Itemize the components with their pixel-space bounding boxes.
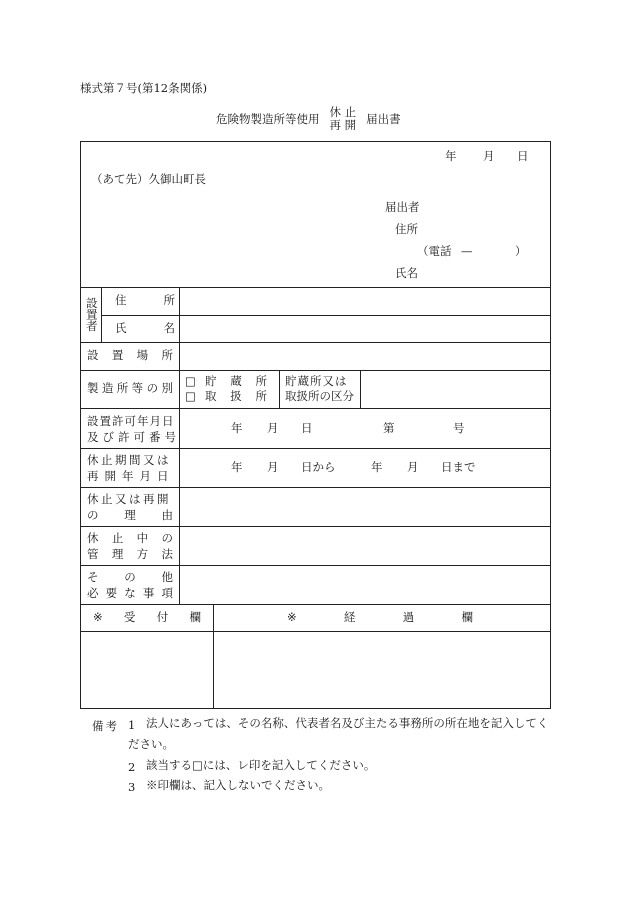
notifier-address-label: 住所 (395, 222, 418, 236)
permit-day: 日 (301, 421, 313, 435)
installer-address-label: 住 所 (115, 293, 175, 307)
class-label-line2: 取扱所の区分 (285, 389, 354, 403)
title-option-stack (330, 106, 357, 132)
permit-no-suffix: 号 (453, 421, 465, 435)
notifier-name-label: 氏名 (395, 266, 418, 280)
title-prefix: 危険物製造所等使用 (216, 112, 320, 126)
period-to-day: 日まで (441, 460, 476, 474)
mgmt-label-line2: 管 理 方 法 (87, 547, 173, 561)
notes-label: 備考 (92, 719, 119, 733)
permit-month: 月 (267, 421, 279, 435)
class-label-line1: 貯蔵所又は (285, 374, 348, 388)
reason-label-line1: 休止又は再開 (87, 492, 171, 506)
storage-label: 貯 蔵 所 (205, 374, 267, 388)
period-from-month: 月 (267, 460, 279, 474)
notifier-phone-label: （電話 (417, 244, 452, 258)
notifier-phone-close: ） (515, 244, 527, 258)
mgmt-label-line1: 休 止 中 の (87, 531, 173, 545)
period-label-line1: 休止期間又は (87, 453, 171, 467)
other-label-line2: 必 要 な 事 項 (87, 586, 173, 600)
installer-label: 設置者 (84, 297, 99, 332)
note-1-number: 1 (128, 718, 136, 732)
form-table (80, 141, 551, 709)
period-label-line2: 再開年月日 (87, 469, 175, 483)
note-2-line1: 該当する□には、レ印を記入してください。 (146, 758, 376, 772)
facility-type-label: 製 造 所 等 の 別 (87, 381, 173, 395)
form-title (216, 102, 401, 136)
storage-checkbox[interactable]: □ (185, 374, 196, 388)
period-to-year: 年 (371, 460, 383, 474)
title-suffix: 届出書 (366, 112, 401, 126)
handling-label: 取 扱 所 (205, 389, 267, 403)
permit-label-line1: 設置許可年月日 (87, 414, 175, 428)
date-year-label: 年 (445, 149, 457, 163)
title-option-resume: 再 開 (329, 118, 357, 132)
addressee: （あて先）久御山町長 (91, 172, 206, 186)
note-3-number: 3 (128, 780, 136, 794)
permit-year: 年 (231, 421, 243, 435)
installer-name-label: 氏 名 (115, 321, 175, 335)
permit-label-line2: 及び許可番号 (87, 430, 180, 444)
other-label-line1: そ の 他 (87, 570, 173, 584)
period-from-year: 年 (231, 460, 243, 474)
note-1-line1: 法人にあっては、その名称、代表者名及び主たる事務所の所在地を記入してく (146, 716, 549, 730)
date-day-label: 日 (517, 149, 529, 163)
notifier-label: 届出者 (385, 200, 420, 214)
location-label: 設 置 場 所 (87, 348, 173, 362)
period-to-month: 月 (407, 460, 419, 474)
date-month-label: 月 (483, 149, 495, 163)
note-1-line2: ださい。 (128, 737, 174, 751)
progress-header: ※ 経 過 欄 (287, 610, 473, 624)
period-from-day: 日から (301, 460, 336, 474)
permit-no-prefix: 第 (383, 421, 395, 435)
note-2-number: 2 (128, 760, 136, 774)
title-option-suspend: 休 止 (329, 105, 357, 119)
reception-header: ※ 受 付 欄 (93, 610, 201, 624)
notifier-phone-dash: — (461, 244, 473, 258)
form-number: 様式第７号(第12条関係) (80, 81, 208, 95)
handling-checkbox[interactable]: □ (185, 389, 196, 403)
note-3-line1: ※印欄は、記入しないでください。 (146, 778, 330, 792)
reason-label-line2: の 理 由 (87, 508, 173, 522)
